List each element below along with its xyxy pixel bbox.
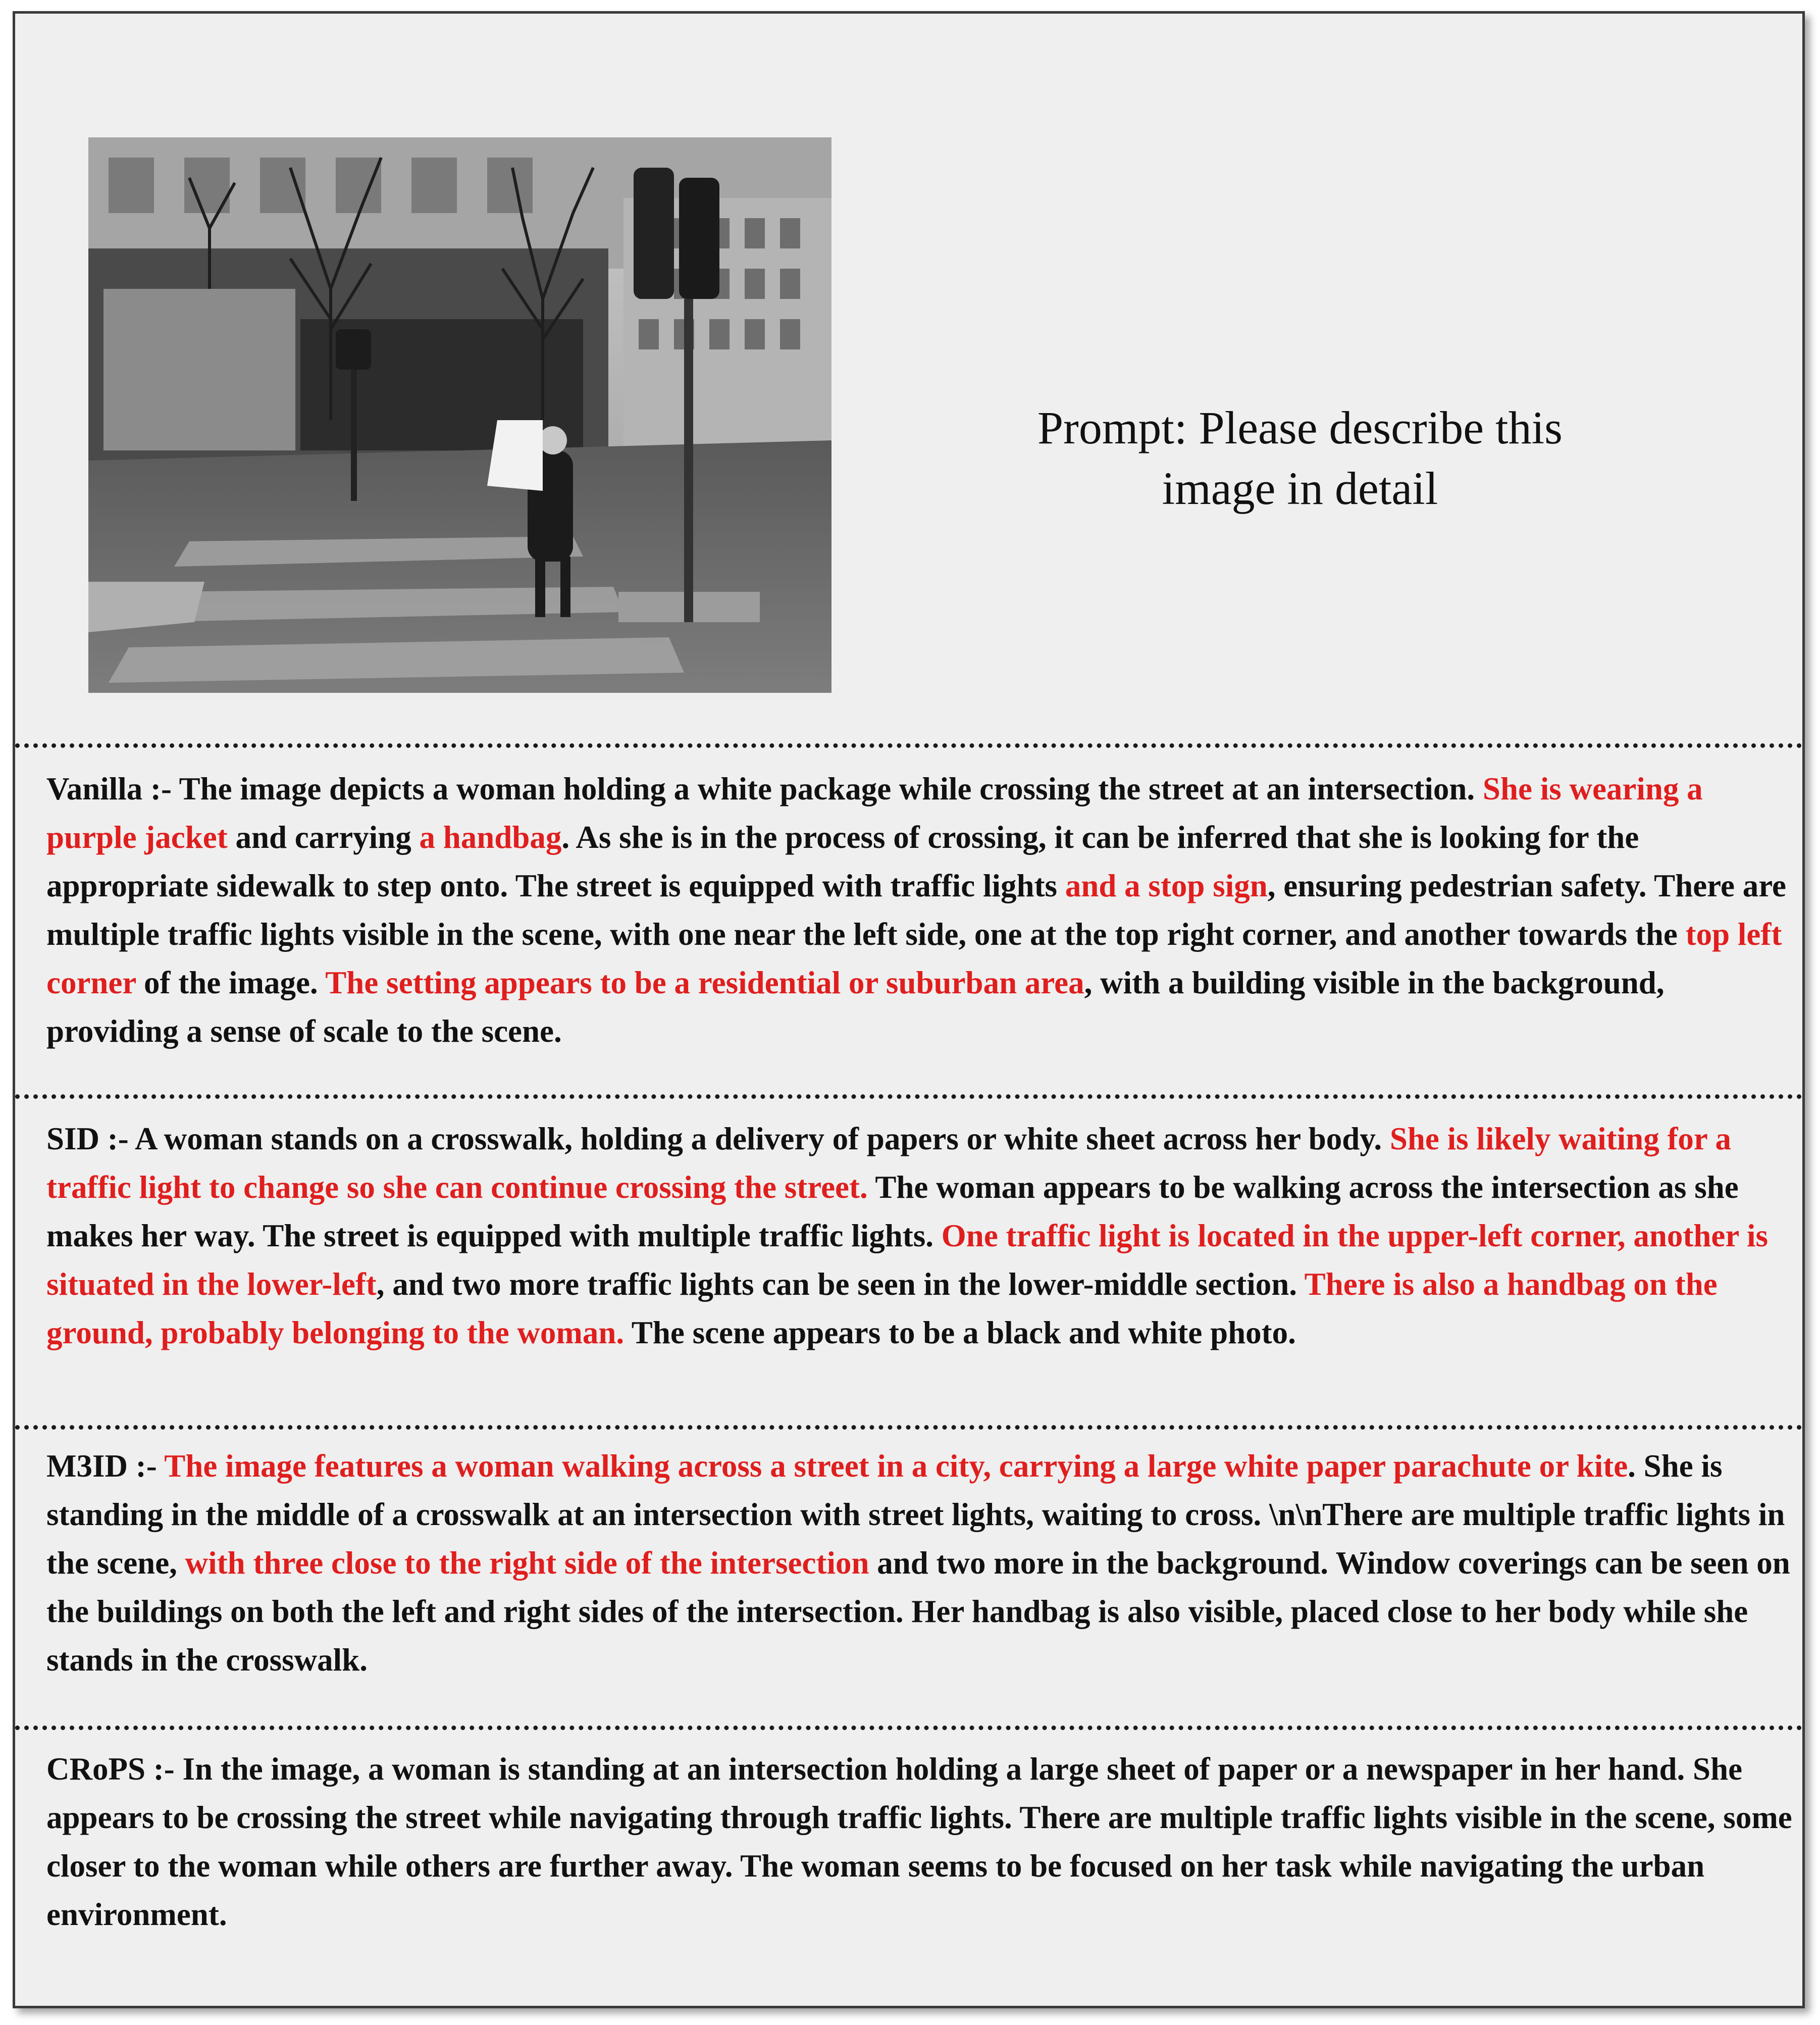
response-text: , and two more traffic lights can be seen in the lower-middle section. — [376, 1267, 1305, 1302]
highlighted-text: and a stop sign — [1065, 868, 1268, 903]
response-text: The scene appears to be a black and white photo. — [624, 1315, 1296, 1350]
vanilla-section — [46, 765, 1798, 1055]
response-text: of the image. — [136, 965, 326, 1000]
highlighted-text: The image features a woman walking across a street in a city, carrying a large white paper parachute or kite — [164, 1448, 1628, 1484]
prompt-line-2: image in detail — [1162, 463, 1438, 514]
response-text: The woman appears to be walking across the intersection as she makes her way. The street is equipped with multiple traffic lights. — [46, 1170, 1739, 1253]
section-divider — [15, 1726, 1802, 1730]
response-text: , with a building visible in the background, providing a sense of scale to the scene. — [46, 965, 1665, 1049]
prompt-text — [934, 397, 1666, 519]
response-text: and carrying — [227, 820, 420, 855]
section-divider — [15, 1425, 1802, 1430]
highlighted-text: One traffic light is located in the upper-left corner, another is situated in the lower-left — [46, 1218, 1768, 1302]
highlighted-text: top left corner — [46, 917, 1782, 1000]
highlighted-text: a handbag — [419, 820, 562, 855]
response-text: , ensuring pedestrian safety. There are multiple traffic lights visible in the scene, with one near the left side, one at the top right corner, and another towards the — [46, 868, 1786, 952]
sid-section — [46, 1115, 1798, 1357]
highlighted-text: There is also a handbag on the ground, probably belonging to the woman. — [46, 1267, 1718, 1350]
response-text: SID :- A woman stands on a crosswalk, holding a delivery of papers or white sheet across her body. — [46, 1121, 1390, 1156]
highlighted-text: The setting appears to be a residential or suburban area — [325, 965, 1084, 1000]
highlighted-text: with three close to the right side of the intersection — [185, 1545, 869, 1581]
response-text: Vanilla :- The image depicts a woman holding a white package while crossing the street at an intersection. — [46, 771, 1483, 806]
highlighted-text: She is wearing a purple jacket — [46, 771, 1703, 855]
prompt-line-1: Prompt: Please describe this — [1037, 402, 1563, 453]
figure-frame — [13, 11, 1805, 2008]
section-divider — [15, 743, 1802, 748]
street-photo — [88, 137, 831, 693]
street-photo-icon — [88, 137, 831, 693]
response-text: CRoPS :- In the image, a woman is standing at an intersection holding a large sheet of paper or a newspaper in her hand. She appears to be crossing the street while navigating through traffic lights. There are multiple traffic lights visible in the scene, some closer to the woman while others are further away. The woman seems to be focused on her task while navigating the urban environment. — [46, 1751, 1792, 1932]
crops-section — [46, 1745, 1798, 1939]
response-text: M3ID :- — [46, 1448, 165, 1484]
response-text: . As she is in the process of crossing, it can be inferred that she is looking for the appropriate sidewalk to step onto. The street is equipped with traffic lights — [46, 820, 1639, 903]
response-text: and two more in the background. Window coverings can be seen on the buildings on both the left and right sides of the intersection. Her handbag is also visible, placed close to her body while she stands in the crosswalk. — [46, 1545, 1790, 1678]
highlighted-text: She is likely waiting for a traffic light to change so she can continue crossing the street. — [46, 1121, 1732, 1205]
section-divider — [15, 1094, 1802, 1099]
m3id-section — [46, 1442, 1798, 1684]
response-text: . She is standing in the middle of a crosswalk at an intersection with street lights, waiting to cross. \n\nThere are multiple traffic lights in the scene, — [46, 1448, 1785, 1581]
